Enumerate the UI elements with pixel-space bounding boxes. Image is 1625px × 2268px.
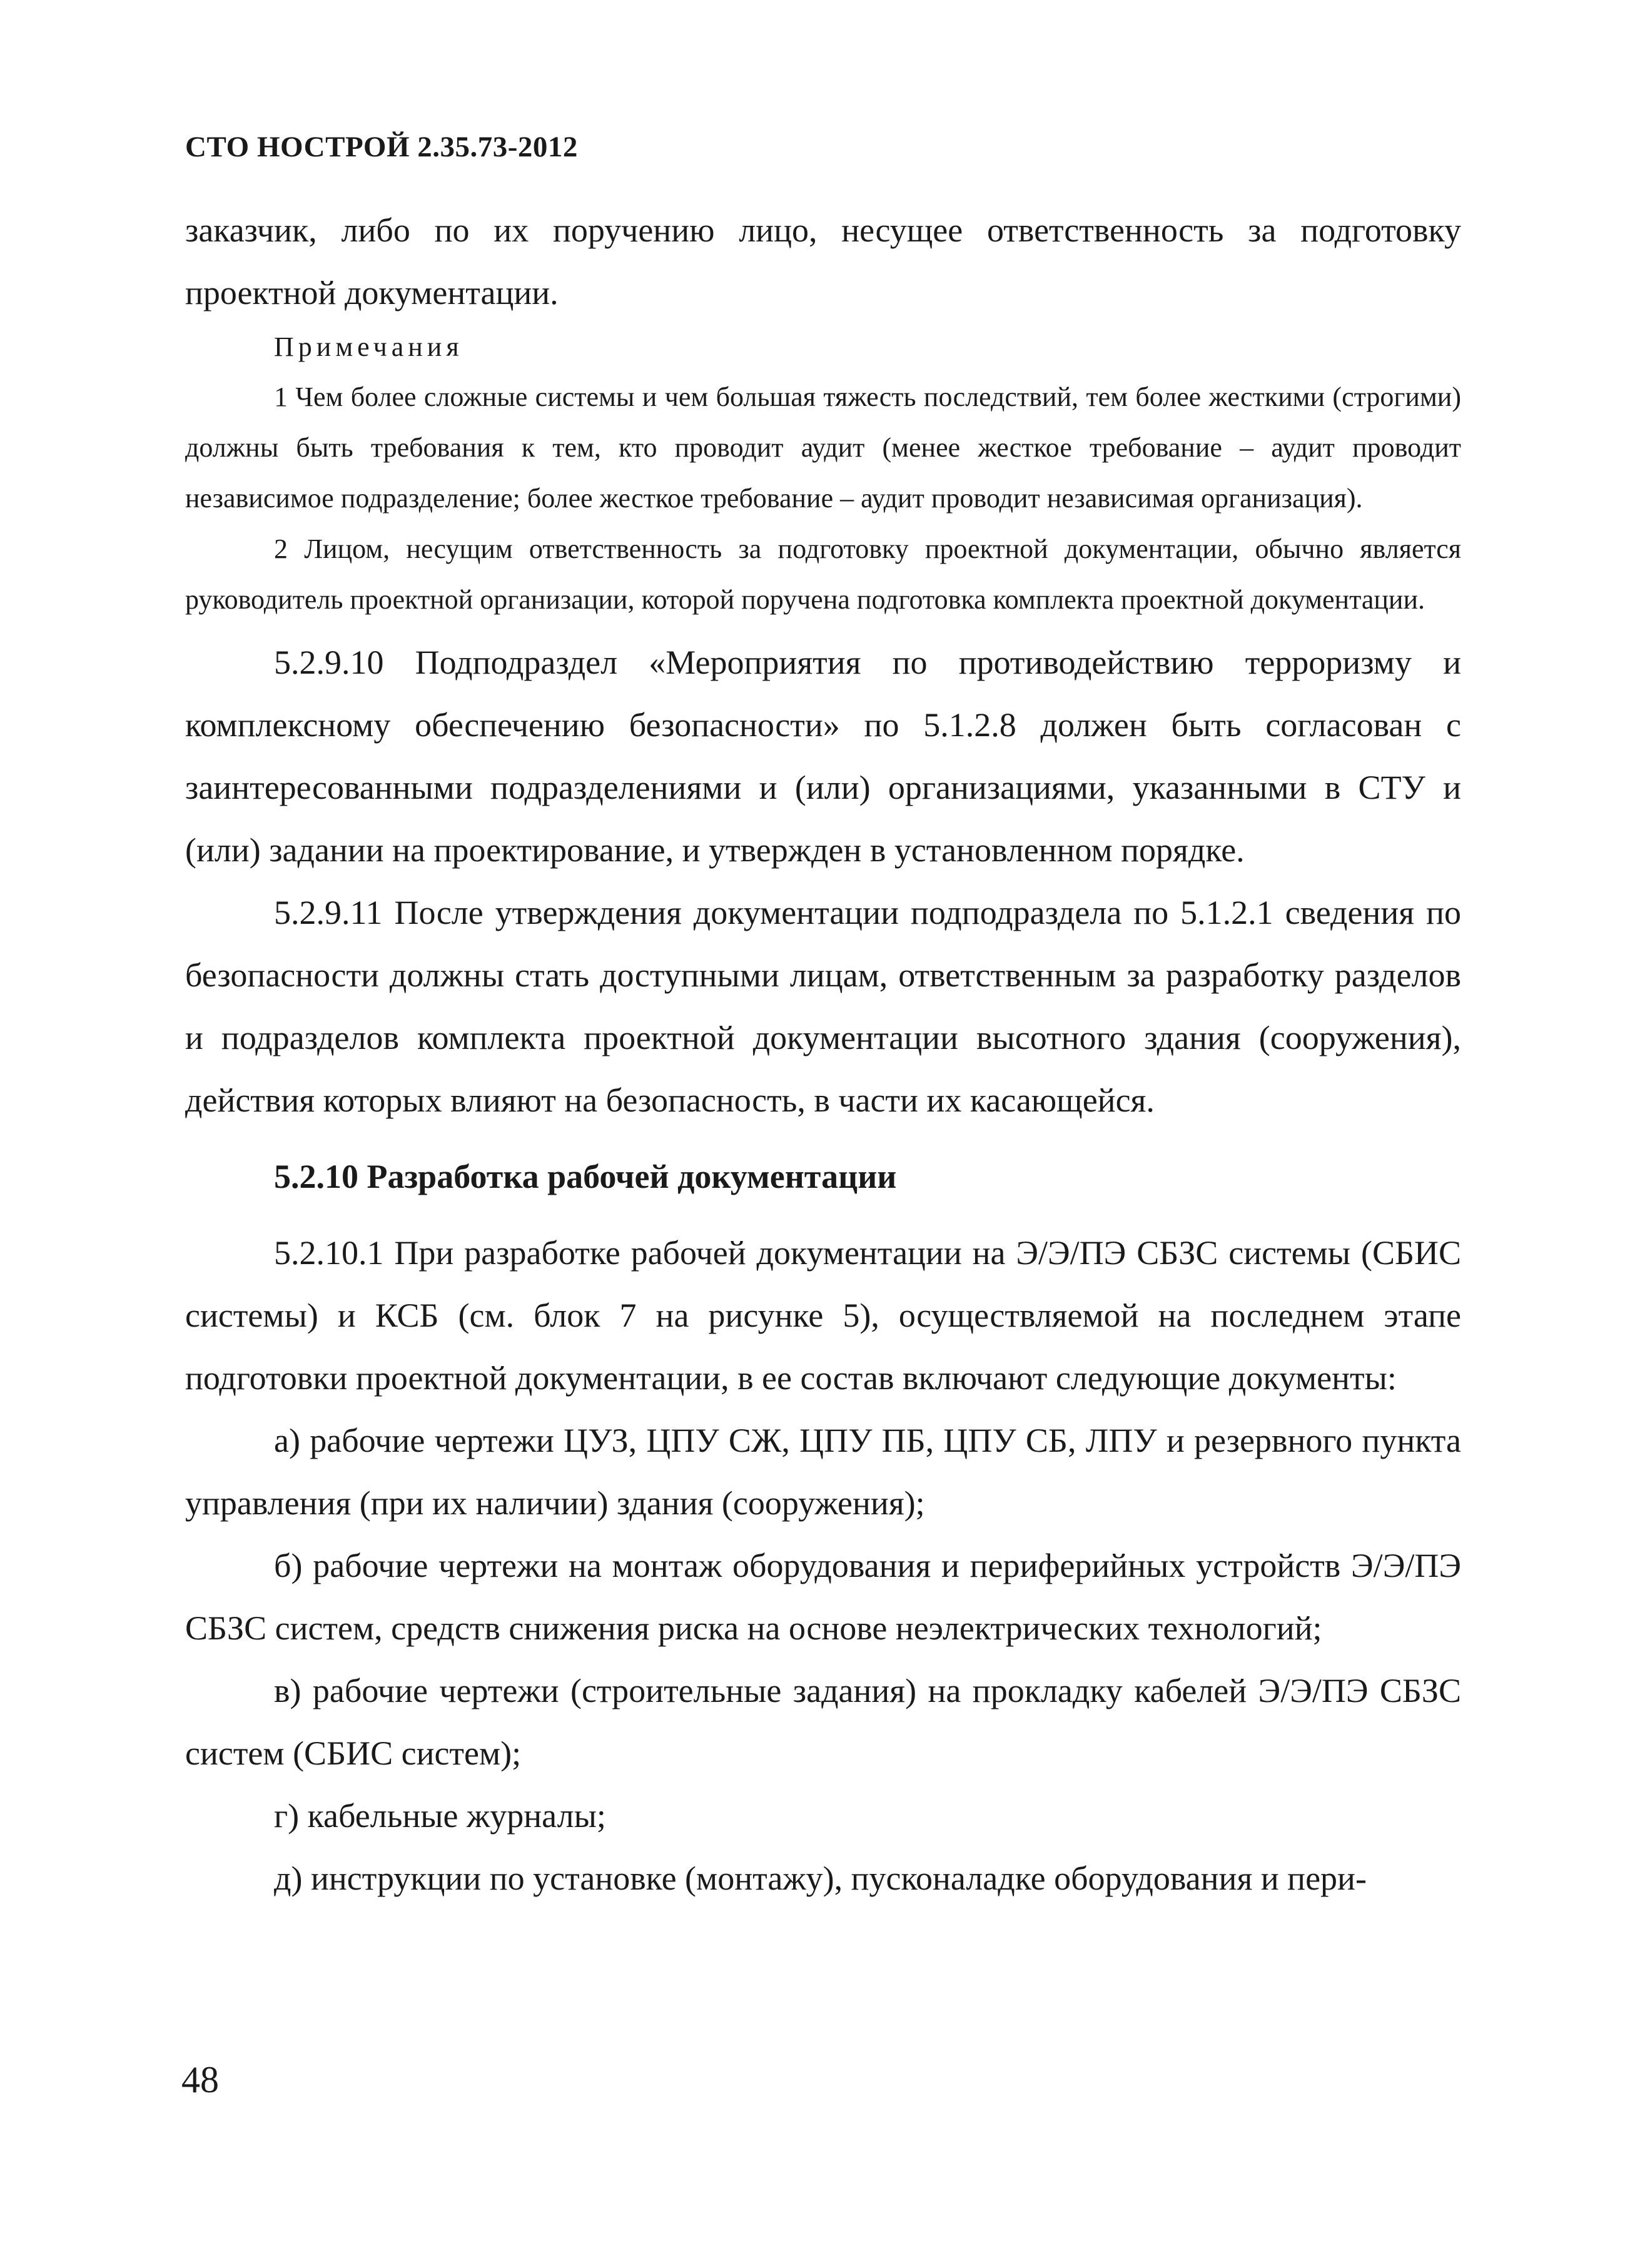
page-number: 48: [181, 2059, 219, 2100]
list-item-v: в) рабочие чертежи (строительные задания) на прокладку кабелей Э/Э/ПЭ СБЗС систем (СБИС систем);: [185, 1672, 1461, 1772]
paragraph-5-2-9-11: 5.2.9.11 После утверждения документации подподраздела по 5.1.2.1 сведения по безопасности должны стать доступными лицам, ответственным за разработку разделов и подразделов комплекта проектной документации высотного здания (сооружения), действия которых влияют на безопасность, в части их касающейся.: [185, 894, 1461, 1119]
list-item-a: а) рабочие чертежи ЦУЗ, ЦПУ СЖ, ЦПУ ПБ, ЦПУ СБ, ЛПУ и резервного пункта управления (при их наличии) здания (сооружения);: [185, 1422, 1461, 1522]
page-header-standard-code: СТО НОСТРОЙ 2.35.73-2012: [185, 131, 578, 163]
section-heading-5-2-10: 5.2.10 Разработка рабочей документации: [274, 1158, 897, 1195]
list-item-d: д) инструкции по установке (монтажу), пусконаладке оборудования и пери-: [274, 1860, 1367, 1897]
note-2: 2 Лицом, несущим ответственность за подготовку проектной документации, обычно является руководитель проектной организации, которой поручена подготовка комплекта проектной документации.: [185, 534, 1461, 615]
list-item-g: г) кабельные журналы;: [274, 1797, 606, 1835]
page-body: [185, 199, 1461, 1910]
paragraph-5-2-9-10: 5.2.9.10 Подподраздел «Мероприятия по противодействию терроризму и комплексному обеспечению безопасности» по 5.1.2.8 должен быть согласован с заинтересованными подразделениями и (или) организациями, указанными в СТУ и (или) задании на проектирование, и утвержден в установленном порядке.: [185, 644, 1461, 869]
paragraph-5-2-10-1: 5.2.10.1 При разработке рабочей документации на Э/Э/ПЭ СБЗС системы (СБИС системы) и КСБ (см. блок 7 на рисунке 5), осуществляемой на последнем этапе подготовки проектной документации, в ее состав включают следующие документы:: [185, 1234, 1461, 1397]
list-item-b: б) рабочие чертежи на монтаж оборудования и периферийных устройств Э/Э/ПЭ СБЗС систем, средств снижения риска на основе неэлектрических технологий;: [185, 1547, 1461, 1647]
paragraph-continuation: заказчик, либо по их поручению лицо, несущее ответственность за подготовку проектной документации.: [185, 211, 1461, 311]
note-1: 1 Чем более сложные системы и чем большая тяжесть последствий, тем более жесткими (строгими) должны быть требования к тем, кто проводит аудит (менее жесткое требование – аудит проводит независимое подразделение; более жесткое требование – аудит проводит независимая организация).: [185, 382, 1461, 514]
notes-title: Примечания: [274, 332, 463, 362]
